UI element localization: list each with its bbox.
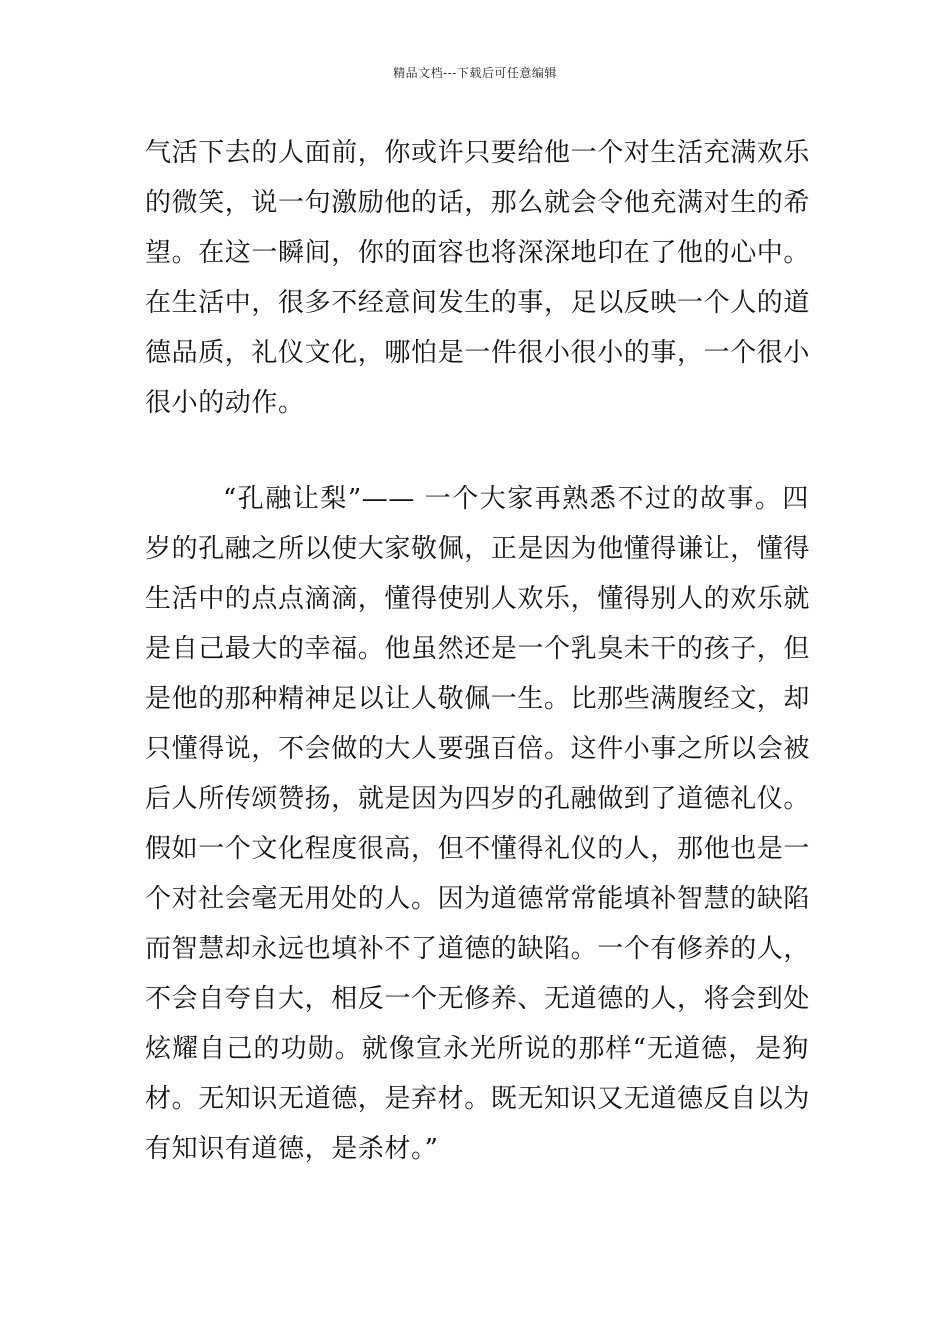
text-line: 德品质，礼仪文化，哪怕是一件很小很小的事，一个很小 — [145, 338, 811, 368]
paragraph-2 — [145, 474, 809, 1174]
text-line: 是他的那种精神足以让人敬佩一生。比那些满腹经文，却 — [145, 684, 811, 714]
text-line: 岁的孔融之所以使大家敬佩，正是因为他懂得谦让，懂得 — [145, 534, 811, 564]
document-body — [145, 128, 809, 1174]
text-line: 有知识有道德，是杀材。” — [145, 1134, 439, 1164]
text-line: 后人所传颂赞扬，就是因为四岁的孔融做到了道德礼仪。 — [145, 784, 811, 814]
page-header: 精品文档---下载后可任意编辑 — [393, 66, 557, 80]
text-line: 望。在这一瞬间，你的面容也将深深地印在了他的心中。 — [145, 238, 811, 268]
text-line: 生活中的点点滴滴，懂得使别人欢乐，懂得别人的欢乐就 — [145, 584, 811, 614]
text-line: 是自己最大的幸福。他虽然还是一个乳臭未干的孩子，但 — [145, 634, 811, 664]
text-line: 只懂得说，不会做的大人要强百倍。这件小事之所以会被 — [145, 734, 811, 764]
text-line: 的微笑，说一句激励他的话，那么就会令他充满对生的希 — [145, 188, 811, 218]
text-line: 而智慧却永远也填补不了道德的缺陷。一个有修养的人， — [145, 934, 811, 964]
text-line: 不会自夸自大，相反一个无修养、无道德的人，将会到处 — [145, 984, 811, 1014]
text-line: 假如一个文化程度很高，但不懂得礼仪的人，那他也是一 — [145, 834, 811, 864]
paragraph-gap — [145, 428, 809, 474]
paragraph-1 — [145, 128, 809, 428]
text-line: 很小的动作。 — [145, 388, 305, 418]
text-line: 气活下去的人面前，你或许只要给他一个对生活充满欢乐 — [145, 138, 811, 168]
text-line: 材。无知识无道德，是弃材。既无知识又无道德反自以为 — [145, 1084, 811, 1114]
text-line: 炫耀自己的功勋。就像宣永光所说的那样“无道德，是狗 — [145, 1034, 809, 1064]
text-line: 在生活中，很多不经意间发生的事，足以反映一个人的道 — [145, 288, 811, 318]
text-line: “孔融让梨”—— 一个大家再熟悉不过的故事。四 — [223, 484, 809, 514]
text-line: 个对社会毫无用处的人。因为道德常常能填补智慧的缺陷 — [145, 884, 811, 914]
